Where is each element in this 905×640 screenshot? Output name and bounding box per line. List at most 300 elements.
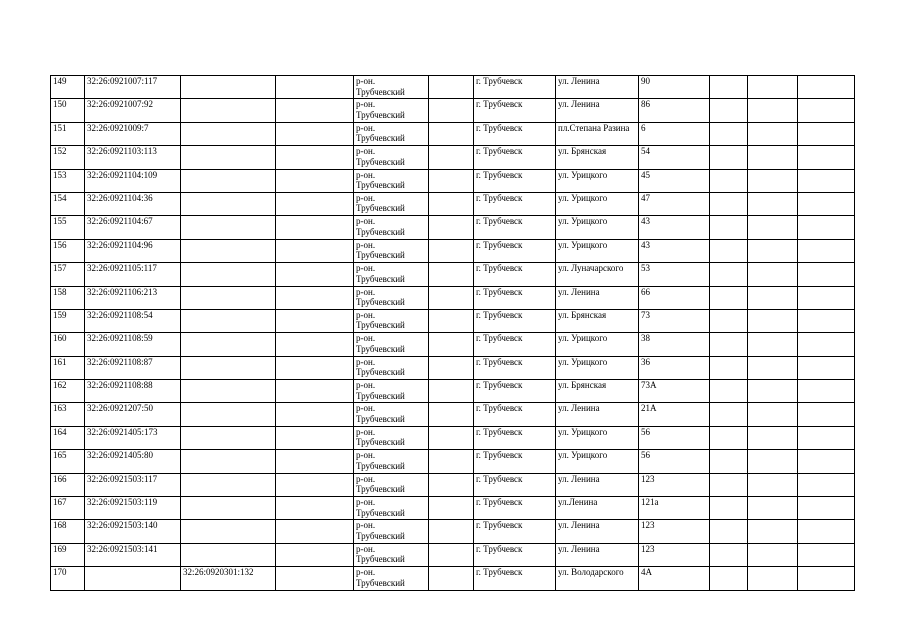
row-number-cell: 160 — [51, 333, 85, 356]
district-cell — [354, 99, 429, 122]
empty-cell — [276, 473, 354, 496]
district-cell — [354, 497, 429, 520]
table-row — [51, 216, 855, 239]
cadastral-number-cell: 32:26:0921009:7 — [85, 122, 181, 145]
table-row — [51, 76, 855, 99]
district-name: Трубчевский — [356, 297, 405, 308]
row-number-cell: 152 — [51, 146, 85, 169]
city-cell: г. Трубчевск — [474, 520, 556, 543]
city-cell: г. Трубчевск — [474, 473, 556, 496]
street-cell: ул. Ленина — [556, 286, 639, 309]
empty-cell — [710, 286, 748, 309]
cadastral-number-alt-cell — [181, 76, 276, 99]
row-number-cell: 155 — [51, 216, 85, 239]
table-row — [51, 380, 855, 403]
cadastral-number-cell: 32:26:0921007:92 — [85, 99, 181, 122]
city-cell: г. Трубчевск — [474, 333, 556, 356]
table-row — [51, 473, 855, 496]
city-cell: г. Трубчевск — [474, 450, 556, 473]
city-cell: г. Трубчевск — [474, 497, 556, 520]
empty-cell — [798, 146, 855, 169]
district-prefix: р-он. — [356, 543, 376, 554]
street-cell: ул. Ленина — [556, 99, 639, 122]
cadastral-number-alt-cell — [181, 309, 276, 332]
district-name: Трубчевский — [356, 133, 405, 144]
row-number-cell: 164 — [51, 426, 85, 449]
city-cell: г. Трубчевск — [474, 426, 556, 449]
cadastral-number-cell: 32:26:0921105:117 — [85, 263, 181, 286]
table-row — [51, 520, 855, 543]
street-cell: ул. Ленина — [556, 403, 639, 426]
empty-cell — [276, 543, 354, 566]
row-number-cell: 154 — [51, 192, 85, 215]
city-cell: г. Трубчевск — [474, 169, 556, 192]
table-row — [51, 286, 855, 309]
district-prefix: р-он. — [356, 169, 376, 180]
house-number-cell: 121а — [639, 497, 710, 520]
empty-cell — [710, 309, 748, 332]
table-row — [51, 450, 855, 473]
city-cell: г. Трубчевск — [474, 192, 556, 215]
cadastral-number-cell: 32:26:0921405:80 — [85, 450, 181, 473]
house-number-cell: 86 — [639, 99, 710, 122]
district-name: Трубчевский — [356, 390, 405, 401]
cadastral-number-cell: 32:26:0921503:119 — [85, 497, 181, 520]
city-cell: г. Трубчевск — [474, 263, 556, 286]
empty-cell — [710, 192, 748, 215]
empty-cell — [798, 309, 855, 332]
house-number-cell: 4А — [639, 567, 710, 590]
cadastral-number-alt-cell — [181, 403, 276, 426]
house-number-cell: 21А — [639, 403, 710, 426]
empty-cell — [798, 239, 855, 262]
city-cell: г. Трубчевск — [474, 567, 556, 590]
empty-cell — [710, 146, 748, 169]
empty-cell — [710, 169, 748, 192]
row-number-cell: 149 — [51, 76, 85, 99]
empty-cell — [276, 99, 354, 122]
district-prefix: р-он. — [356, 567, 376, 578]
table-row — [51, 497, 855, 520]
row-number-cell: 161 — [51, 356, 85, 379]
empty-cell — [710, 356, 748, 379]
cadastral-number-alt-cell — [181, 426, 276, 449]
district-name: Трубчевский — [356, 367, 405, 378]
empty-cell — [429, 497, 474, 520]
table-row — [51, 567, 855, 590]
table-row — [51, 543, 855, 566]
table-row — [51, 239, 855, 262]
row-number-cell: 162 — [51, 380, 85, 403]
empty-cell — [429, 450, 474, 473]
empty-cell — [748, 146, 798, 169]
empty-cell — [798, 403, 855, 426]
district-name: Трубчевский — [356, 460, 405, 471]
district-prefix: р-он. — [356, 286, 376, 297]
district-name: Трубчевский — [356, 554, 405, 565]
empty-cell — [748, 169, 798, 192]
empty-cell — [710, 426, 748, 449]
row-number-cell: 153 — [51, 169, 85, 192]
cadastral-number-cell: 32:26:0921503:140 — [85, 520, 181, 543]
district-cell — [354, 403, 429, 426]
empty-cell — [276, 263, 354, 286]
empty-cell — [798, 216, 855, 239]
cadastral-number-alt-cell — [181, 473, 276, 496]
row-number-cell: 166 — [51, 473, 85, 496]
house-number-cell: 123 — [639, 520, 710, 543]
street-cell: ул. Луначарского — [556, 263, 639, 286]
empty-cell — [276, 122, 354, 145]
house-number-cell: 38 — [639, 333, 710, 356]
empty-cell — [429, 309, 474, 332]
empty-cell — [710, 543, 748, 566]
empty-cell — [276, 520, 354, 543]
district-prefix: р-он. — [356, 239, 376, 250]
empty-cell — [429, 333, 474, 356]
empty-cell — [798, 543, 855, 566]
district-prefix: р-он. — [356, 309, 376, 320]
district-prefix: р-он. — [356, 216, 376, 227]
house-number-cell: 73 — [639, 309, 710, 332]
cadastral-number-alt-cell — [181, 263, 276, 286]
empty-cell — [798, 567, 855, 590]
empty-cell — [710, 567, 748, 590]
empty-cell — [276, 356, 354, 379]
empty-cell — [710, 99, 748, 122]
empty-cell — [748, 450, 798, 473]
empty-cell — [798, 192, 855, 215]
cadastral-number-cell: 32:26:0921007:117 — [85, 76, 181, 99]
row-number-cell: 151 — [51, 122, 85, 145]
empty-cell — [276, 169, 354, 192]
empty-cell — [748, 239, 798, 262]
empty-cell — [429, 567, 474, 590]
district-prefix: р-он. — [356, 450, 376, 461]
empty-cell — [748, 333, 798, 356]
street-cell: ул. Урицкого — [556, 239, 639, 262]
table-row — [51, 99, 855, 122]
district-cell — [354, 567, 429, 590]
empty-cell — [798, 122, 855, 145]
district-cell — [354, 286, 429, 309]
cadastral-number-alt-cell — [181, 146, 276, 169]
cadastral-number-alt-cell — [181, 286, 276, 309]
district-name: Трубчевский — [356, 86, 405, 97]
house-number-cell: 47 — [639, 192, 710, 215]
empty-cell — [429, 192, 474, 215]
cadastral-number-cell: 32:26:0921108:59 — [85, 333, 181, 356]
district-name: Трубчевский — [356, 507, 405, 518]
street-cell: ул. Брянская — [556, 380, 639, 403]
house-number-cell: 43 — [639, 239, 710, 262]
empty-cell — [748, 426, 798, 449]
district-prefix: р-он. — [356, 473, 376, 484]
district-cell — [354, 473, 429, 496]
empty-cell — [276, 497, 354, 520]
district-cell — [354, 333, 429, 356]
empty-cell — [429, 286, 474, 309]
house-number-cell: 6 — [639, 122, 710, 145]
cadastral-number-alt-cell — [181, 380, 276, 403]
street-cell: ул. Урицкого — [556, 192, 639, 215]
empty-cell — [276, 286, 354, 309]
empty-cell — [429, 99, 474, 122]
city-cell: г. Трубчевск — [474, 239, 556, 262]
empty-cell — [429, 169, 474, 192]
empty-cell — [710, 473, 748, 496]
table-row — [51, 309, 855, 332]
cadastral-number-alt-cell — [181, 333, 276, 356]
district-name: Трубчевский — [356, 203, 405, 214]
district-name: Трубчевский — [356, 484, 405, 495]
empty-cell — [748, 520, 798, 543]
district-prefix: р-он. — [356, 356, 376, 367]
table-row — [51, 169, 855, 192]
cadastral-number-alt-cell: 32:26:0920301:132 — [181, 567, 276, 590]
district-prefix: р-он. — [356, 426, 376, 437]
house-number-cell: 36 — [639, 356, 710, 379]
district-cell — [354, 543, 429, 566]
district-prefix: р-он. — [356, 497, 376, 508]
house-number-cell: 43 — [639, 216, 710, 239]
house-number-cell: 90 — [639, 76, 710, 99]
empty-cell — [429, 122, 474, 145]
district-name: Трубчевский — [356, 343, 405, 354]
empty-cell — [710, 263, 748, 286]
empty-cell — [748, 286, 798, 309]
empty-cell — [710, 122, 748, 145]
district-name: Трубчевский — [356, 320, 405, 331]
empty-cell — [710, 216, 748, 239]
empty-cell — [429, 403, 474, 426]
empty-cell — [710, 380, 748, 403]
city-cell: г. Трубчевск — [474, 76, 556, 99]
row-number-cell: 150 — [51, 99, 85, 122]
cadastral-number-cell — [85, 567, 181, 590]
empty-cell — [276, 567, 354, 590]
district-name: Трубчевский — [356, 437, 405, 448]
empty-cell — [429, 76, 474, 99]
empty-cell — [748, 567, 798, 590]
empty-cell — [798, 450, 855, 473]
table-row — [51, 356, 855, 379]
empty-cell — [748, 216, 798, 239]
district-name: Трубчевский — [356, 109, 405, 120]
district-name: Трубчевский — [356, 273, 405, 284]
district-prefix: р-он. — [356, 263, 376, 274]
empty-cell — [710, 333, 748, 356]
house-number-cell: 56 — [639, 426, 710, 449]
district-prefix: р-он. — [356, 146, 376, 157]
empty-cell — [429, 239, 474, 262]
empty-cell — [276, 426, 354, 449]
street-cell: ул. Урицкого — [556, 169, 639, 192]
district-cell — [354, 146, 429, 169]
district-prefix: р-он. — [356, 380, 376, 391]
street-cell: ул. Урицкого — [556, 356, 639, 379]
empty-cell — [798, 99, 855, 122]
empty-cell — [748, 356, 798, 379]
empty-cell — [276, 309, 354, 332]
district-name: Трубчевский — [356, 577, 405, 588]
property-registry-table — [50, 75, 855, 591]
street-cell: ул. Брянская — [556, 146, 639, 169]
cadastral-number-alt-cell — [181, 520, 276, 543]
empty-cell — [276, 192, 354, 215]
city-cell: г. Трубчевск — [474, 380, 556, 403]
table-row — [51, 263, 855, 286]
empty-cell — [798, 333, 855, 356]
empty-cell — [429, 263, 474, 286]
district-name: Трубчевский — [356, 226, 405, 237]
empty-cell — [748, 473, 798, 496]
street-cell: ул. Ленина — [556, 543, 639, 566]
empty-cell — [276, 450, 354, 473]
cadastral-number-cell: 32:26:0921104:109 — [85, 169, 181, 192]
row-number-cell: 159 — [51, 309, 85, 332]
house-number-cell: 123 — [639, 473, 710, 496]
empty-cell — [798, 263, 855, 286]
empty-cell — [710, 76, 748, 99]
city-cell: г. Трубчевск — [474, 99, 556, 122]
empty-cell — [748, 380, 798, 403]
row-number-cell: 170 — [51, 567, 85, 590]
district-prefix: р-он. — [356, 192, 376, 203]
table-row — [51, 122, 855, 145]
street-cell: ул. Володарского — [556, 567, 639, 590]
district-name: Трубчевский — [356, 156, 405, 167]
cadastral-number-cell: 32:26:0921405:173 — [85, 426, 181, 449]
district-prefix: р-он. — [356, 99, 376, 110]
empty-cell — [798, 169, 855, 192]
empty-cell — [429, 356, 474, 379]
house-number-cell: 54 — [639, 146, 710, 169]
table-row — [51, 146, 855, 169]
table-row — [51, 403, 855, 426]
empty-cell — [748, 192, 798, 215]
street-cell: ул. Брянская — [556, 309, 639, 332]
empty-cell — [710, 450, 748, 473]
empty-cell — [710, 520, 748, 543]
empty-cell — [748, 122, 798, 145]
row-number-cell: 169 — [51, 543, 85, 566]
district-cell — [354, 426, 429, 449]
street-cell: ул. Ленина — [556, 473, 639, 496]
empty-cell — [710, 497, 748, 520]
city-cell: г. Трубчевск — [474, 309, 556, 332]
empty-cell — [276, 403, 354, 426]
cadastral-number-alt-cell — [181, 169, 276, 192]
cadastral-number-alt-cell — [181, 192, 276, 215]
district-cell — [354, 239, 429, 262]
district-cell — [354, 192, 429, 215]
city-cell: г. Трубчевск — [474, 356, 556, 379]
cadastral-number-alt-cell — [181, 543, 276, 566]
row-number-cell: 165 — [51, 450, 85, 473]
cadastral-number-cell: 32:26:0921207:50 — [85, 403, 181, 426]
cadastral-number-cell: 32:26:0921104:67 — [85, 216, 181, 239]
empty-cell — [798, 520, 855, 543]
city-cell: г. Трубчевск — [474, 146, 556, 169]
empty-cell — [798, 473, 855, 496]
street-cell: ул. Ленина — [556, 76, 639, 99]
cadastral-number-alt-cell — [181, 99, 276, 122]
city-cell: г. Трубчевск — [474, 216, 556, 239]
district-cell — [354, 76, 429, 99]
empty-cell — [748, 543, 798, 566]
district-cell — [354, 263, 429, 286]
empty-cell — [429, 473, 474, 496]
empty-cell — [748, 403, 798, 426]
empty-cell — [748, 497, 798, 520]
empty-cell — [276, 146, 354, 169]
empty-cell — [710, 239, 748, 262]
empty-cell — [276, 216, 354, 239]
empty-cell — [276, 76, 354, 99]
row-number-cell: 163 — [51, 403, 85, 426]
table-row — [51, 333, 855, 356]
row-number-cell: 157 — [51, 263, 85, 286]
cadastral-number-cell: 32:26:0921104:36 — [85, 192, 181, 215]
district-cell — [354, 122, 429, 145]
district-cell — [354, 356, 429, 379]
district-prefix: р-он. — [356, 403, 376, 414]
street-cell: ул. Урицкого — [556, 216, 639, 239]
empty-cell — [429, 426, 474, 449]
empty-cell — [798, 426, 855, 449]
empty-cell — [748, 309, 798, 332]
table-row — [51, 426, 855, 449]
district-cell — [354, 169, 429, 192]
table-row — [51, 192, 855, 215]
row-number-cell: 158 — [51, 286, 85, 309]
district-name: Трубчевский — [356, 413, 405, 424]
city-cell: г. Трубчевск — [474, 543, 556, 566]
district-cell — [354, 216, 429, 239]
district-cell — [354, 520, 429, 543]
empty-cell — [798, 380, 855, 403]
district-prefix: р-он. — [356, 122, 376, 133]
district-name: Трубчевский — [356, 180, 405, 191]
house-number-cell: 123 — [639, 543, 710, 566]
cadastral-number-alt-cell — [181, 356, 276, 379]
cadastral-number-cell: 32:26:0921106:213 — [85, 286, 181, 309]
district-name: Трубчевский — [356, 250, 405, 261]
street-cell: ул. Урицкого — [556, 450, 639, 473]
district-prefix: р-он. — [356, 520, 376, 531]
empty-cell — [276, 380, 354, 403]
district-cell — [354, 309, 429, 332]
district-cell — [354, 450, 429, 473]
empty-cell — [748, 263, 798, 286]
row-number-cell: 168 — [51, 520, 85, 543]
empty-cell — [748, 76, 798, 99]
empty-cell — [276, 239, 354, 262]
cadastral-number-cell: 32:26:0921503:141 — [85, 543, 181, 566]
empty-cell — [429, 380, 474, 403]
street-cell: ул. Урицкого — [556, 426, 639, 449]
empty-cell — [429, 520, 474, 543]
row-number-cell: 167 — [51, 497, 85, 520]
empty-cell — [748, 99, 798, 122]
registry-body — [51, 76, 855, 591]
city-cell: г. Трубчевск — [474, 286, 556, 309]
cadastral-number-cell: 32:26:0921503:117 — [85, 473, 181, 496]
empty-cell — [429, 146, 474, 169]
empty-cell — [798, 286, 855, 309]
empty-cell — [276, 333, 354, 356]
